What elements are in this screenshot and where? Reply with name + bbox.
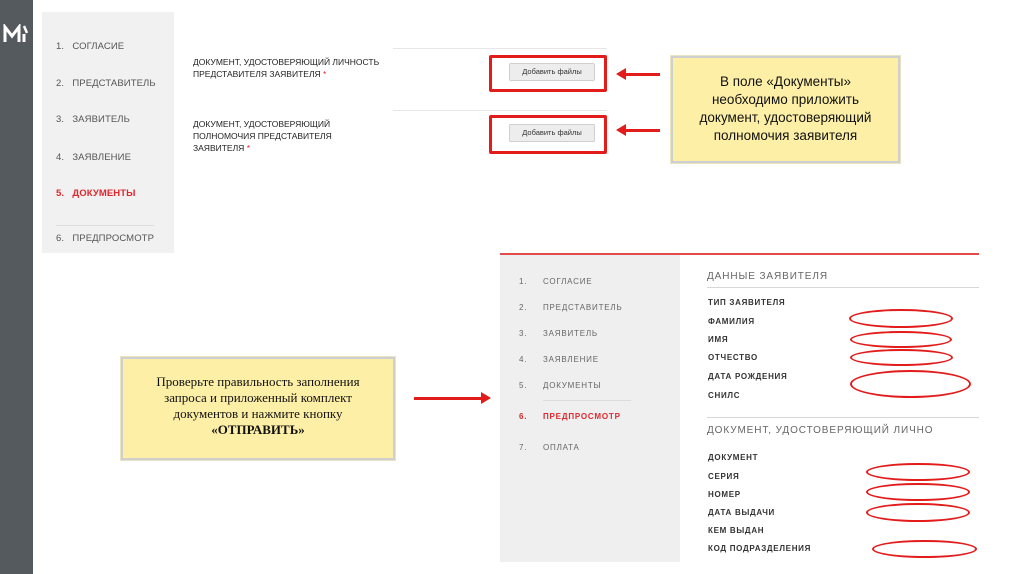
step-number: 3. [519,329,528,338]
step-label: СОГЛАСИЕ [543,277,593,286]
step-number: 7. [519,443,528,452]
step-item[interactable] [519,381,601,390]
callout-line: В поле «Документы» [719,74,852,89]
step-item[interactable] [519,303,623,312]
step-label: ПРЕДСТАВИТЕЛЬ [72,78,156,89]
step-number: 4. [519,355,528,364]
callout-line: полномочия заявителя [713,128,858,143]
highlight-oval [866,463,970,481]
section-title: ДОКУМЕНТ, УДОСТОВЕРЯЮЩИЙ ЛИЧНО [707,425,934,436]
step-number: 3. [56,114,65,125]
highlight-oval [866,483,970,501]
field-label: ИМЯ [708,335,729,344]
step-item[interactable] [519,277,592,286]
step-number: 2. [519,303,528,312]
field-label: СЕРИЯ [708,472,740,481]
divider [56,225,154,226]
step-item-active[interactable] [519,412,621,421]
required-mark: * [323,69,327,79]
divider [393,48,607,49]
callout-line: «ОТПРАВИТЬ» [211,422,305,437]
arrow-left-icon [625,73,660,76]
highlight-oval [866,503,970,522]
step-item-active[interactable] [56,188,136,199]
step-item[interactable] [56,233,154,244]
field-label: ОТЧЕСТВО [708,353,758,362]
document-label-line: ЗАЯВИТЕЛЯ [193,143,245,153]
document-label-line: ДОКУМЕНТ, УДОСТОВЕРЯЮЩИЙ [193,119,331,129]
required-mark: * [246,143,250,153]
divider [543,400,631,401]
field-label: СНИЛС [708,391,741,400]
field-label: КОД ПОДРАЗДЕЛЕНИЯ [708,544,812,553]
field-label: ДАТА РОЖДЕНИЯ [708,372,788,381]
step-item[interactable] [56,78,156,89]
field-label: НОМЕР [708,490,741,499]
callout-line: запроса и приложенный комплект [164,390,352,405]
callout-line: Проверьте правильность заполнения [156,374,360,389]
step-item[interactable] [519,443,580,452]
steps-panel-top [42,12,174,253]
logo-icon [3,24,31,44]
step-number: 6. [519,412,528,421]
callout-line: документов и нажмите кнопку [173,406,343,421]
document-label-line: ПРЕДСТАВИТЕЛЯ ЗАЯВИТЕЛЯ [193,69,321,79]
field-label: ДАТА ВЫДАЧИ [708,508,776,517]
preview-screenshot [500,253,979,562]
field-label: ДОКУМЕНТ [708,453,759,462]
highlight-oval [850,370,971,398]
step-label: СОГЛАСИЕ [72,41,125,52]
document-label-line: ДОКУМЕНТ, УДОСТОВЕРЯЮЩИЙ ЛИЧНОСТЬ [193,57,380,67]
step-number: 5. [56,188,65,199]
highlight-oval [872,540,977,558]
step-label: ПРЕДСТАВИТЕЛЬ [543,303,623,312]
section-title: ДАННЫЕ ЗАЯВИТЕЛЯ [707,271,828,282]
callout-line: необходимо приложить [711,92,860,107]
step-label: ЗАЯВИТЕЛЬ [543,329,598,338]
step-number: 4. [56,152,65,163]
step-label: ЗАЯВЛЕНИЕ [543,355,599,364]
step-item[interactable] [519,355,599,364]
document-label-line: ПОЛНОМОЧИЯ ПРЕДСТАВИТЕЛЯ [193,131,332,141]
step-item[interactable] [56,41,124,52]
step-label: ПРЕДПРОСМОТР [72,233,155,244]
document-label [193,56,379,80]
step-number: 1. [56,41,65,52]
step-number: 6. [56,233,65,244]
arrow-left-icon [625,129,660,132]
step-number: 1. [519,277,528,286]
step-label: ОПЛАТА [543,443,580,452]
step-item[interactable] [56,114,130,125]
add-files-button[interactable]: Добавить файлы [509,63,595,81]
add-files-button[interactable]: Добавить файлы [509,124,595,142]
divider [707,287,979,288]
document-label [193,118,332,154]
steps-panel-bottom [500,255,680,562]
divider [393,110,607,111]
step-label: ЗАЯВИТЕЛЬ [72,114,130,125]
step-label: ПРЕДПРОСМОТР [543,412,621,421]
step-number: 5. [519,381,528,390]
divider [707,417,979,418]
step-label: ДОКУМЕНТЫ [72,188,136,199]
step-label: ДОКУМЕНТЫ [543,381,602,390]
field-label: ТИП ЗАЯВИТЕЛЯ [708,298,786,307]
highlight-oval [849,309,953,328]
field-label: ФАМИЛИЯ [708,317,755,326]
field-label: КЕМ ВЫДАН [708,526,765,535]
highlight-oval [850,331,952,348]
side-bar [0,0,33,574]
step-label: ЗАЯВЛЕНИЕ [72,152,132,163]
step-item[interactable] [519,329,598,338]
step-number: 2. [56,78,65,89]
highlight-oval [850,349,953,366]
callout-note [671,56,900,163]
arrow-right-icon [414,397,482,400]
step-item[interactable] [56,152,131,163]
callout-note [121,357,395,460]
callout-line: документ, удостоверяющий [699,110,872,125]
